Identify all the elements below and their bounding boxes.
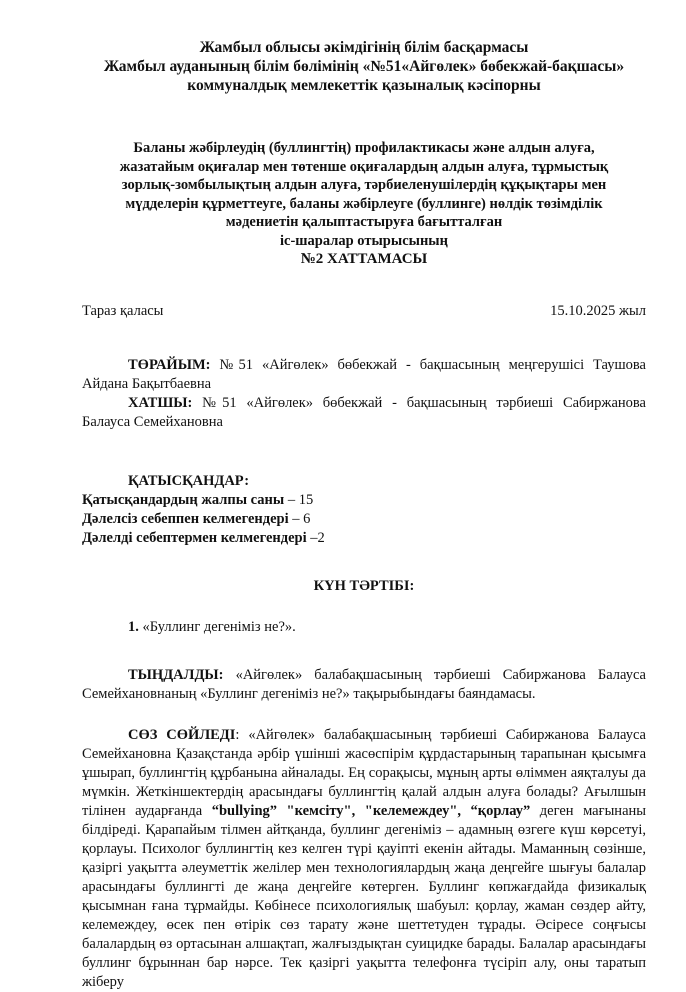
participants-excused <box>82 529 646 548</box>
agenda-item <box>82 619 646 636</box>
secretary-text: №51 «Айгөлек» бөбекжай - бақшасының тәрбиеші Сабиржанова Балауса Семейхановна <box>82 394 646 430</box>
chairperson <box>82 356 646 394</box>
document-page <box>0 38 686 988</box>
date: 15.10.2025 жыл <box>550 302 646 319</box>
heard-label: ТЫҢДАЛДЫ: <box>128 666 224 683</box>
city: Тараз қаласы <box>82 302 164 319</box>
header-line: Жамбыл ауданының білім бөлімінің «№51«Айгөлек» бөбекжай-бақшасы» <box>103 58 625 75</box>
organization-header <box>82 38 646 95</box>
title-line: мәдениетін қалыптастыруға бағытталған <box>225 214 503 230</box>
participants-absent <box>82 510 646 529</box>
participants-heading: ҚАТЫСҚАНДАР: <box>128 472 250 489</box>
participants-total <box>82 491 646 510</box>
participants-excused-label: Дәлелді себептермен келмегендері <box>82 529 307 546</box>
spoke-paragraph <box>82 726 646 992</box>
agenda-heading: КҮН ТӘРТІБІ: <box>313 577 415 594</box>
header-line: Жамбыл облысы әкімдігінің білім басқармасы <box>199 39 529 56</box>
title-line: Баланы жәбірлеудің (буллингтің) профилактикасы және алдын алуға, <box>133 140 595 156</box>
chair-label: ТӨРАЙЫМ: <box>128 356 211 373</box>
participants-excused-value: –2 <box>306 529 325 546</box>
secretary <box>82 394 646 432</box>
title-line: мүдделерін құрметтеуге, баланы жәбірлеуге (буллинге) нөлдік төзімділік <box>125 195 603 212</box>
title-line: іс-шаралар отырысының <box>280 232 448 249</box>
secretary-label: ХАТШЫ: <box>128 394 193 411</box>
place-date-row <box>82 303 646 320</box>
protocol-number: №2 ХАТТАМАСЫ <box>300 251 428 267</box>
heard-paragraph <box>82 666 646 704</box>
participants-total-label: Қатысқандардың жалпы саны <box>82 491 285 508</box>
header-line: коммуналдық мемлекеттік қазыналық кәсіпорны <box>187 77 541 94</box>
participants-absent-label: Дәлелсіз себеппен келмегендері <box>82 510 289 527</box>
spoke-text-2: деген мағынаны білдіреді. Қарапайым тілмен айтқанда, буллинг дегеніміз – адамның өзгеге күш көрсетуі, қорлауы. Психолог буллингтің кез келген түрі қауіпті екенін айтады. Маманның сөзінше, қазіргі уақытта әлеуметтік желілер мен технологиялардың жаңа деңгейге шығуы балалар арасындағы буллингті де жаңа деңгейге көтерген. Буллинг көпжағдайда физикалық қысымнан ғана тұрмайды. Көбінесе психологиялық шабуыл: қорлау, жаман сөздер айту, келемеждеу, өсек пен өтірік сөз тарату және шеттетуден тұрады. Әсіресе соңғысы балалардың өз ортасынан алшақтап, жалғыздықтан суицидке барады. Балалар арасындағы буллинг бұрыннан бар нәрсе. Тек қазіргі уақытта телефонға түсіріп алу, оны таратып жіберу <box>82 802 647 990</box>
spoke-label: СӨЗ СӨЙЛЕДІ <box>128 726 236 743</box>
participants-absent-value: – 6 <box>288 510 311 527</box>
heard-text: «Айгөлек» балабақшасының тәрбиеші Сабиржанова Балауса Семейхановнаның «Буллинг дегеніміз не?» тақырыбындағы баяндамасы. <box>82 666 646 702</box>
participants-total-value: – 15 <box>284 491 314 508</box>
document-title <box>82 139 646 269</box>
spoke-text-1: : «Айгөлек» балабақшасының тәрбиеші Сабиржанова Балауса Семейхановна Қазақстанда әрбір үшінші жасөспірім құрдастарының тарапынан қысымға ұшырап, буллингтің құрбанына айналады. Ең сорақысы, мұның арты өліммен аяқталуы да мүмкін. Жеткіншектердің арасындағы буллингтің қалай алдын алуға болады? Ағылшын тілінен аударғанда <box>82 726 646 819</box>
chair-text: №51 «Айгөлек» бөбекжай - бақшасының меңгерушісі Таушова Айдана Бақытбаевна <box>82 356 646 392</box>
agenda-item-text: «Буллинг дегеніміз не?». <box>138 618 296 635</box>
spoke-terms: “bullying” "кемсіту", "келемеждеу", “қорлау” <box>211 802 531 819</box>
title-line: жазатайым оқиғалар мен төтенше оқиғалардың алдын алуға, тұрмыстық <box>119 158 609 175</box>
agenda-item-number: 1. <box>128 618 139 635</box>
participants <box>82 472 646 548</box>
title-line: зорлық-зомбылықтың алдын алуға, тәрбиеленушілердің құқықтары мен <box>121 177 607 193</box>
